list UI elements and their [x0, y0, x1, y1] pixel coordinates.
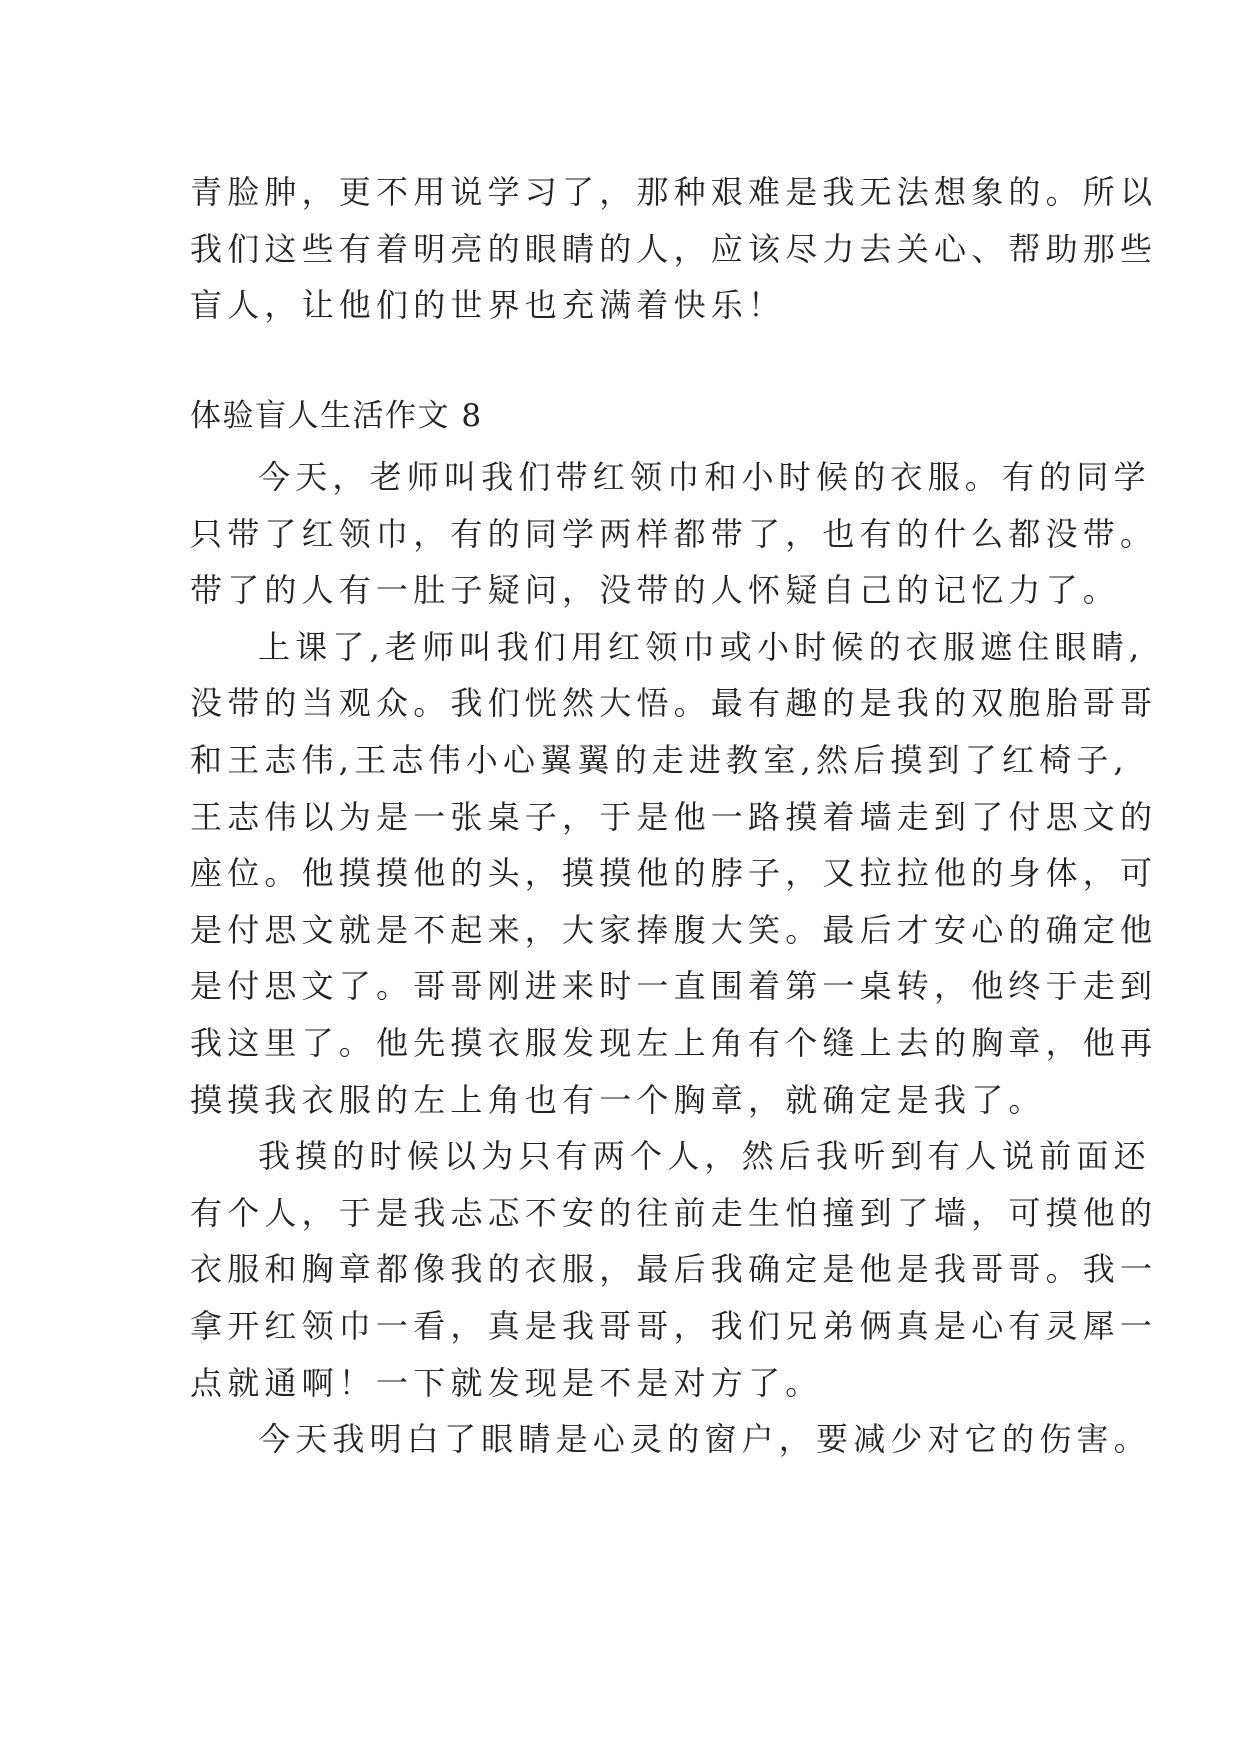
paragraph-line: 青脸肿，更不用说学习了，那种艰难是我无法想象的。所以	[190, 173, 1158, 211]
paragraph-line: 上课了,老师叫我们用红领巾或小时候的衣服遮住眼睛,	[258, 627, 1145, 666]
paragraph-line: 没带的当观众。我们恍然大悟。最有趣的是我的双胞胎哥哥	[190, 684, 1158, 723]
paragraph-line: 摸摸我衣服的左上角也有一个胸章，就确定是我了。	[190, 1080, 1046, 1119]
paragraph-line: 今天，老师叫我们带红领巾和小时候的衣服。有的同学	[258, 458, 1151, 496]
paragraph-line: 拿开红领巾一看，真是我哥哥，我们兄弟俩真是心有灵犀一	[190, 1306, 1158, 1345]
paragraph-line: 点就通啊！一下就发现是不是对方了。	[190, 1363, 823, 1402]
paragraph-line: 盲人，让他们的世界也充满着快乐！	[190, 286, 786, 325]
paragraph-line: 我这里了。他先摸衣服发现左上角有个缝上去的胸章，他再	[190, 1023, 1158, 1062]
paragraph-line: 衣服和胸章都像我的衣服，最后我确定是他是我哥哥。我一	[190, 1250, 1158, 1289]
section-heading: 体验盲人生活作文 8	[190, 398, 483, 434]
paragraph-line: 带了的人有一肚子疑问，没带的人怀疑自己的记忆力了。	[190, 571, 1121, 610]
paragraph-line: 我摸的时候以为只有两个人，然后我听到有人说前面还	[258, 1137, 1151, 1176]
paragraph-line: 我们这些有着明亮的眼睛的人，应该尽力去关心、帮助那些	[190, 229, 1158, 268]
paragraph-line: 是付思文就是不起来，大家捧腹大笑。最后才安心的确定他	[190, 910, 1158, 949]
essay-body	[190, 449, 1157, 1468]
paragraph-line: 座位。他摸摸他的头，摸摸他的脖子，又拉拉他的身体，可	[190, 854, 1158, 893]
paragraph-line: 只带了红领巾，有的同学两样都带了，也有的什么都没带。	[190, 514, 1158, 553]
paragraph-line: 今天我明白了眼睛是心灵的窗户，要减少对它的伤害。	[258, 1420, 1151, 1459]
paragraph-line: 和王志伟,王志伟小心翼翼的走进教室,然后摸到了红椅子,	[190, 740, 1129, 779]
intro-paragraph	[190, 164, 1157, 334]
paragraph-line: 有个人，于是我忐忑不安的往前走生怕撞到了墙，可摸他的	[190, 1193, 1158, 1232]
paragraph-line: 是付思文了。哥哥刚进来时一直围着第一桌转，他终于走到	[190, 967, 1158, 1006]
paragraph-line: 王志伟以为是一张桌子，于是他一路摸着墙走到了付思文的	[190, 797, 1158, 836]
